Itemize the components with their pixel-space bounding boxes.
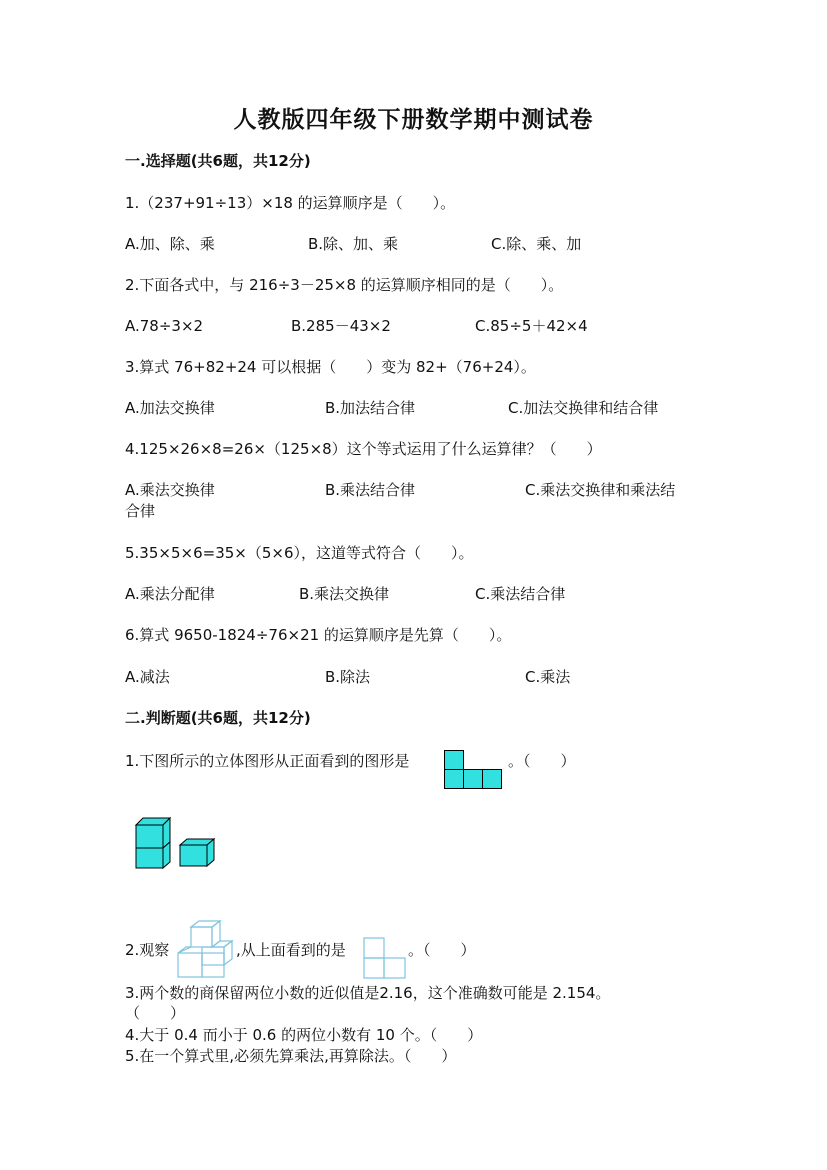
judge-1-answer-paren: 。（ ） — [508, 752, 576, 770]
q3-option-b: B.加法结合律 — [325, 399, 416, 417]
q5-option-c: C.乘法结合律 — [475, 585, 566, 603]
q4-option-b: B.乘法结合律 — [325, 481, 416, 499]
judge-2-answer-paren: 。（ ） — [408, 941, 476, 959]
cube-stack-figure — [134, 818, 218, 870]
section-heading-judgement: 二.判断题(共6题，共12分) — [125, 709, 311, 727]
q1-option-b: B.除、加、乘 — [308, 235, 399, 253]
q6-option-b: B.除法 — [325, 668, 371, 686]
judge-3-answer-paren: （ ） — [125, 1004, 186, 1022]
judge-3-text: 3.两个数的商保留两位小数的近似值是2.16，这个准确数可能是 2.154。 — [125, 984, 611, 1002]
q4-option-c-continued: 合律 — [125, 502, 156, 520]
question-1-text: 1.（237+91÷13）×18 的运算顺序是（ ）。 — [125, 194, 456, 212]
section-heading-choice: 一.选择题(共6题，共12分) — [125, 152, 311, 170]
q6-option-a: A.减法 — [125, 668, 170, 686]
q1-option-a: A.加、除、乘 — [125, 235, 215, 253]
question-3-text: 3.算式 76+82+24 可以根据（ ）变为 82+（76+24）。 — [125, 358, 536, 376]
front-view-figure — [444, 750, 504, 790]
judge-5-text: 5.在一个算式里,必须先算乘法,再算除法。（ ） — [125, 1047, 457, 1065]
page-title: 人教版四年级下册数学期中测试卷 — [233, 106, 594, 133]
q2-option-c: C.85÷5＋42×4 — [475, 317, 588, 335]
q3-option-c: C.加法交换律和结合律 — [508, 399, 659, 417]
q5-option-a: A.乘法分配律 — [125, 585, 215, 603]
q5-option-b: B.乘法交换律 — [299, 585, 390, 603]
question-4-text: 4.125×26×8=26×（125×8）这个等式运用了什么运算律？（ ） — [125, 440, 602, 458]
q6-option-c: C.乘法 — [525, 668, 571, 686]
q2-option-b: B.285－43×2 — [291, 317, 391, 335]
question-5-text: 5.35×5×6=35×（5×6），这道等式符合（ ）。 — [125, 544, 474, 562]
q4-option-a: A.乘法交换律 — [125, 481, 215, 499]
judge-1-text: 1.下图所示的立体图形从正面看到的图形是 — [125, 752, 410, 770]
top-view-figure — [363, 937, 407, 979]
judge-4-text: 4.大于 0.4 而小于 0.6 的两位小数有 10 个。（ ） — [125, 1026, 483, 1044]
question-6-text: 6.算式 9650-1824÷76×21 的运算顺序是先算（ ）。 — [125, 626, 512, 644]
q4-option-c: C.乘法交换律和乘法结 — [525, 481, 676, 499]
observe-cubes-figure — [176, 919, 236, 979]
q3-option-a: A.加法交换律 — [125, 399, 215, 417]
q2-option-a: A.78÷3×2 — [125, 317, 204, 335]
q1-option-c: C.除、乘、加 — [491, 235, 582, 253]
judge-2-text-pre: 2.观察 — [125, 941, 170, 959]
question-2-text: 2.下面各式中，与 216÷3－25×8 的运算顺序相同的是（ ）。 — [125, 276, 564, 294]
judge-2-text-mid: ,从上面看到的是 — [236, 941, 346, 959]
